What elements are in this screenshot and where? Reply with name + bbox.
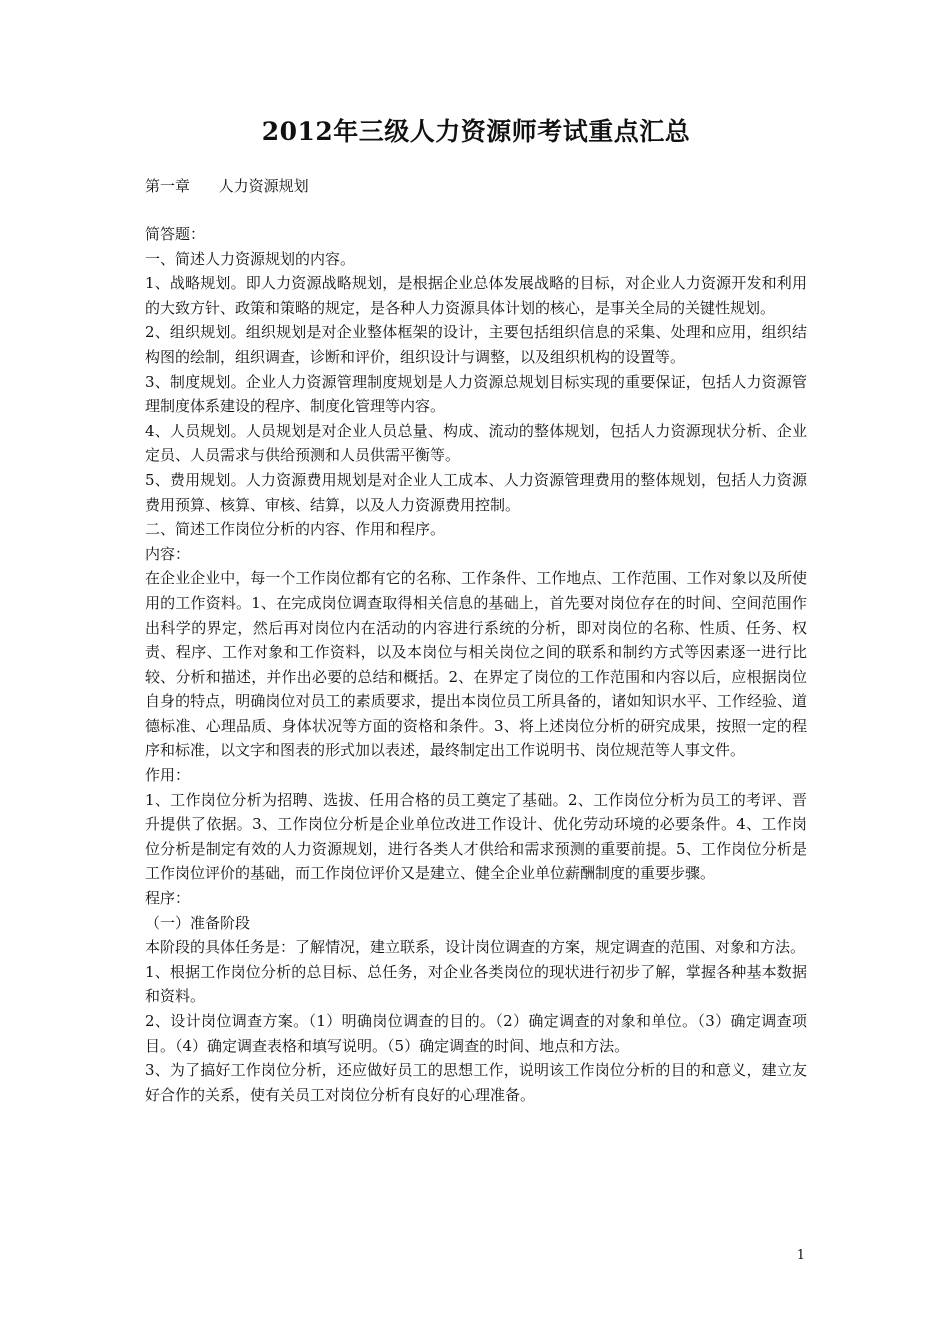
paragraph: 3、为了搞好工作岗位分析，还应做好员工的思想工作，说明该工作岗位分析的目的和意义，建立友好合作的关系，使有关员工对岗位分析有良好的心理准备。 <box>145 1061 807 1104</box>
paragraph: 二、简述工作岗位分析的内容、作用和程序。 <box>145 520 446 539</box>
paragraph: 在企业企业中，每一个工作岗位都有它的名称、工作条件、工作地点、工作范围、工作对象以及所使用的工作资料。1、在完成岗位调查取得相关信息的基础上，首先要对岗位存在的时间、空间范围作出科学的界定，然后再对岗位内在活动的内容进行系统的分析，即对岗位的名称、性质、任务、权责、程序、工作对象和工作资料，以及本岗位与相关岗位之间的联系和制约方式等因素逐一进行比较、分析和描述，并作出必要的总结和概括。2、在界定了岗位的工作范围和内容以后，应根据岗位自身的特点，明确岗位对员工的素质要求，提出本岗位员工所具备的，诸如知识水平、工作经验、道德标准、心理品质、身体状况等方面的资格和条件。3、将上述岗位分析的研究成果，按照一定的程序和标准，以文字和图表的形式加以表述，最终制定出工作说明书、岗位规范等人事文件。 <box>145 569 807 760</box>
paragraph: 1、根据工作岗位分析的总目标、总任务，对企业各类岗位的现状进行初步了解，掌握各种基本数据和资料。 <box>145 962 807 1006</box>
paragraph: 1、工作岗位分析为招聘、选拔、任用合格的员工奠定了基础。2、工作岗位分析为员工的考评、晋升提供了依据。3、工作岗位分析是企业单位改进工作设计、优化劳动环境的必要条件。4、工作岗位分析是制定有效的人力资源规划，进行各类人才供给和需求预测的重要前提。5、工作岗位分析是工作岗位评价的基础，而工作岗位评价又是建立、健全企业单位薪酬制度的重要步骤。 <box>145 790 807 883</box>
paragraph: 内容： <box>145 544 191 563</box>
paragraph: 本阶段的具体任务是：了解情况，建立联系，设计岗位调查的方案，规定调查的范围、对象和方法。 <box>145 938 806 957</box>
paragraph-list <box>145 222 807 1107</box>
chapter-heading: 第一章 人力资源规划 <box>145 177 309 195</box>
paragraph: 简答题： <box>145 225 206 243</box>
paragraph: 2、设计岗位调查方案。（1）明确岗位调查的目的。（2）确定调查的对象和单位。（3）确定调查项目。（4）确定调查表格和填写说明。（5）确定调查的时间、地点和方法。 <box>145 1012 807 1055</box>
paragraph: 5、费用规划。人力资源费用规划是对企业人工成本、人力资源管理费用的整体规划，包括人力资源费用预算、核算、审核、结算，以及人力资源费用控制。 <box>145 470 807 514</box>
page-number: 1 <box>796 1248 805 1263</box>
paragraph: 1、战略规划。即人力资源战略规划，是根据企业总体发展战略的目标，对企业人力资源开发和利用的大致方针、政策和策略的规定，是各种人力资源具体计划的核心，是事关全局的关键性规划。 <box>145 274 807 317</box>
paragraph: 程序： <box>145 889 191 908</box>
paragraph: 4、人员规划。人员规划是对企业人员总量、构成、流动的整体规划，包括人力资源现状分析、企业定员、人员需求与供给预测和人员供需平衡等。 <box>145 421 807 465</box>
paragraph: 一、简述人力资源规划的内容。 <box>145 249 356 268</box>
paragraph: （一）准备阶段 <box>145 913 251 932</box>
paragraph: 2、组织规划。组织规划是对企业整体框架的设计，主要包括组织信息的采集、处理和应用，组织结构图的绘制，组织调查，诊断和评价，组织设计与调整，以及组织机构的设置等。 <box>145 323 807 366</box>
document-title: 2012年三级人力资源师考试重点汇总 <box>261 117 691 146</box>
paragraph: 3、制度规划。企业人力资源管理制度规划是人力资源总规划目标实现的重要保证，包括人力资源管理制度体系建设的程序、制度化管理等内容。 <box>145 372 807 416</box>
paragraph: 作用： <box>145 766 191 785</box>
document-body <box>145 112 807 1107</box>
